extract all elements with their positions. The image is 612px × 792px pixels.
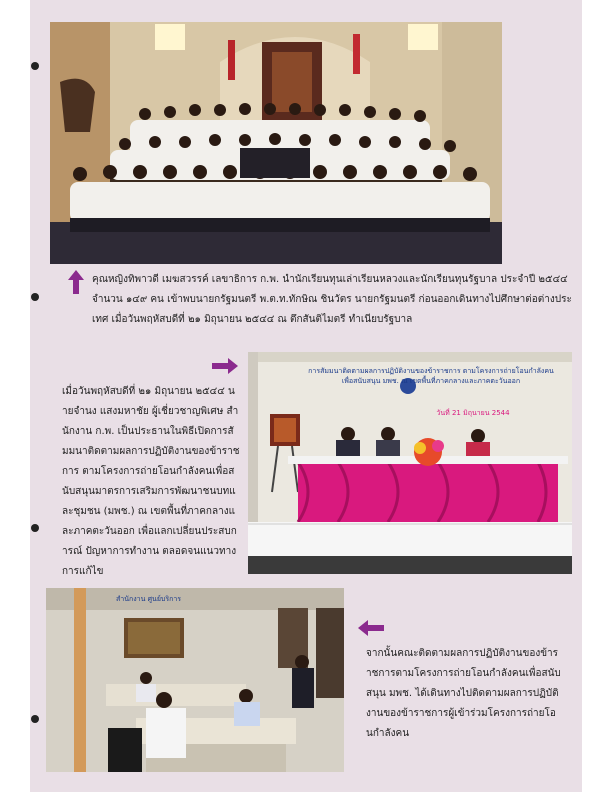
binder-hole bbox=[31, 62, 39, 70]
banner-text: การสัมมนาติดตามผลการปฏิบัติงานของข้าราชการ ตามโครงการถ่ายโอนกำลังคนเพื่อสนับสนุน มพช. ณ เขตพื้นที่ภาคกลางและภาคตะวันออก bbox=[308, 367, 554, 385]
office-photo-image bbox=[46, 588, 344, 772]
binder-hole bbox=[31, 293, 39, 301]
binder-hole bbox=[31, 715, 39, 723]
caption-middle: เมื่อวันพฤหัสบดีที่ ๒๑ มิถุนายน ๒๕๔๔ นายจำนง แสงมหาชัย ผู้เชี่ยวชาญพิเศษ สำนักงาน ก.พ. เป็นประธานในพิธีเปิดการสัมมนาติดตามผลการปฏิบัติงานของข้าราชการ ตามโครงการถ่ายโอนกำลังคนเพื่อสนับสนุนมาตรการเสริมการพัฒนาชนบทและชุมชน (มพช.) ณ เขตพื้นที่ภาคกลางและภาคตะวันออก เพื่อแลกเปลี่ยนประสบการณ์ ปัญหาการทำงาน ตลอดจนแนวทางการแก้ไข bbox=[62, 386, 240, 577]
office-sign: สำนักงาน ศูนย์บริการ bbox=[116, 595, 182, 603]
arrow-up-icon bbox=[68, 270, 84, 294]
office-photo bbox=[46, 588, 344, 772]
seminar-photo bbox=[248, 352, 572, 574]
banner-date: วันที่ 21 มิถุนายน 2544 bbox=[436, 409, 510, 417]
binder-hole bbox=[31, 524, 39, 532]
arrow-left-icon bbox=[358, 620, 384, 636]
caption-top: คุณหญิงทิพาวดี เมฆสวรรค์ เลขาธิการ ก.พ. นำนักเรียนทุนเล่าเรียนหลวงและนักเรียนทุนรัฐบาล ประจำปี ๒๕๔๔ จำนวน ๑๔๙ คน เข้าพบนายกรัฐมนตรี พ.ต.ท.ทักษิณ ชินวัตร นายกรัฐมนตรี ก่อนออกเดินทางไปศึกษาต่อต่างประเทศ เมื่อวันพฤหัสบดีที่ ๒๑ มิถุนายน ๒๕๔๔ ณ ตึกสันติไมตรี ทำเนียบรัฐบาล bbox=[92, 274, 572, 325]
group-photo bbox=[50, 22, 502, 264]
arrow-right-icon bbox=[212, 358, 238, 374]
group-photo-image bbox=[50, 22, 502, 264]
caption-bottom: จากนั้นคณะติดตามผลการปฏิบัติงานของข้าราชการตามโครงการถ่ายโอนกำลังคนเพื่อสนับสนุน มพช. ได้เดินทางไปติดตามผลการปฏิบัติงานของข้าราชการผู้เข้าร่วมโครงการถ่ายโอนกำลังคน bbox=[366, 648, 561, 739]
